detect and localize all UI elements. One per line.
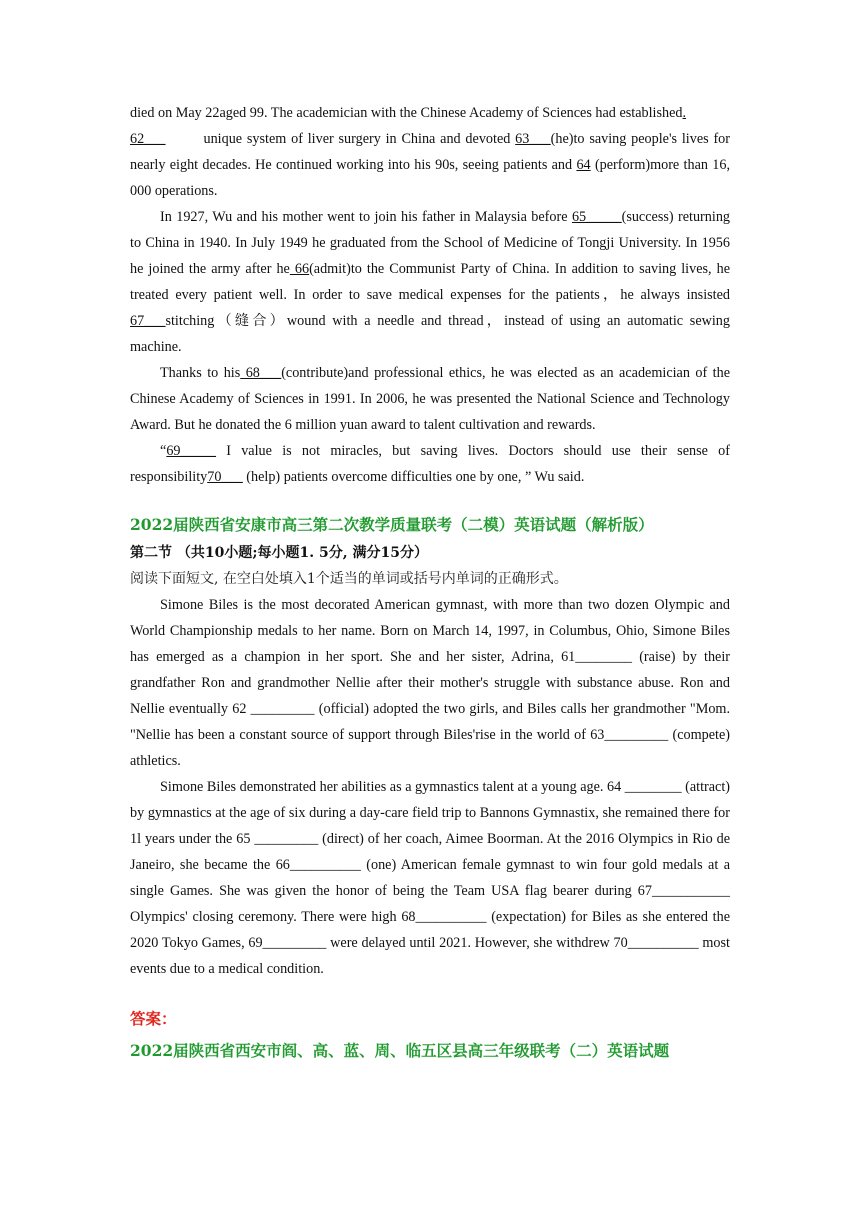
- blank-63: 63___: [515, 131, 551, 147]
- document-page: [130, 100, 730, 1066]
- blank-65: 65_____: [571, 209, 622, 225]
- blank-66: 66: [289, 261, 310, 277]
- blank-68: 68___: [240, 365, 282, 381]
- section-heading-ankang: 2022届陕西省安康市高三第二次教学质量联考（二模）英语试题（解析版）: [130, 515, 654, 534]
- blank-67: 67___: [130, 313, 166, 329]
- passage2-paragraph-1: Simone Biles is the most decorated American gymnast, with more than two dozen Olympic and World Championship medals to her name. Born on March 14, 1997, in Columbus, Ohio, Simone Biles has emerged as a champion in her sport. She and her sister, Adrina, 61________ (raise) by their grandfather Ron and grandmother Nellie after their mother's struggle with substance abuse. Ron and Nellie eventually 62 _________ (official) adopted the two girls, and Biles calls her grandmother "Mom. "Nellie has been a constant source of support through Biles'rise in the world of 63_________ (compete) athletics.: [130, 597, 730, 769]
- section-heading-xian: 2022届陕西省西安市阎、高、蓝、周、临五区县高三年级联考（二）英语试题: [130, 1041, 670, 1060]
- blank-69: 69_____: [166, 443, 216, 459]
- blank-70: 70___: [207, 469, 243, 485]
- blank-64: 64: [576, 157, 591, 173]
- passage1-paragraph-2: In 1927, Wu and his mother went to join his father in Malaysia before 65_____(success) returning to China in 1940. In July 1949 he graduated from the School of Medicine of Tongji University. In 1956 he joined the army after he 66(admit)to the Communist Party of China. In addition to saving lives, he treated every patient well. In order to save medical expenses for the patients，he always insisted 67___stitching（缝合）wound with a needle and thread，instead of using an automatic sewing machine.: [130, 209, 731, 355]
- passage2-paragraph-2: Simone Biles demonstrated her abilities as a gymnastics talent at a young age. 64 ________ (attract) by gymnastics at the age of six during a day-care field trip to Bannons Gymnastix, she remained there for 1l years under the 65 _________ (direct) of her coach, Aimee Boorman. At the 2016 Olympics in Rio de Janeiro, she became the 66__________ (one) American female gymnast to win four gold medals at a single Games. She was given the honor of being the Team USA flag bearer during 67___________ Olympics' closing ceremony. There were high 68__________ (expectation) for Biles as she entered the 2020 Tokyo Games, 69_________ were delayed until 2021. However, she withdrew 70__________ most events due to a medical condition.: [130, 779, 730, 977]
- answer-label: 答案：: [130, 1009, 177, 1028]
- passage1-paragraph-4: “69_____ I value is not miracles, but saving lives. Doctors should use their sense of responsibility70___ (help) patients overcome difficulties one by one, ” Wu said.: [130, 443, 730, 485]
- passage1-paragraph-1: died on May 22aged 99. The academician with the Chinese Academy of Sciences had established. 62___ unique system of liver surgery in China and devoted 63___(he)to saving people's lives for nearly eight decades. He continued working into his 90s, seeing patients and 64 (perform)more than 16, 000 operations.: [130, 105, 731, 199]
- section-instruction: 阅读下面短文, 在空白处填入1个适当的单词或括号内单词的正确形式。: [130, 571, 568, 587]
- passage1-paragraph-3: Thanks to his 68___(contribute)and professional ethics, he was elected as an academician of the Chinese Academy of Sciences in 1991. In 2006, he was presented the National Science and Technology Award. But he donated the 6 million yuan award to talent cultivation and rewards.: [130, 365, 731, 433]
- blank-62: 62___: [130, 131, 166, 147]
- section-subheading: 第二节 （共10小题;每小题1. 5分, 满分15分）: [130, 545, 428, 561]
